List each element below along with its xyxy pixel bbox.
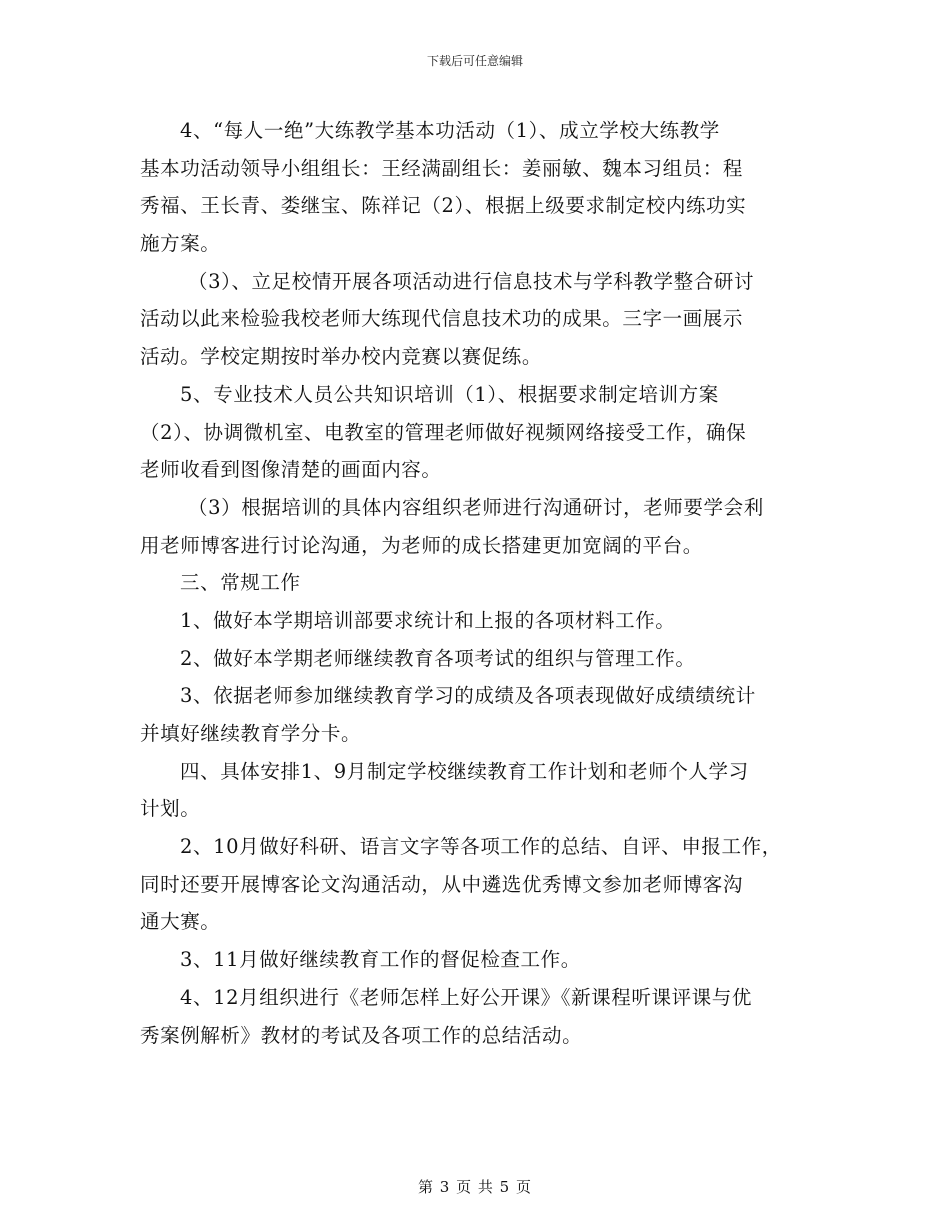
paragraph-line: 施方案。 <box>140 232 221 256</box>
paragraph-line: 5、专业技术人员公共知识培训（1）、根据要求制定培训方案 <box>180 382 719 406</box>
paragraph-line: 2、做好本学期老师继续教育各项考试的组织与管理工作。 <box>180 646 696 670</box>
paragraph-line: （3）、立足校情开展各项活动进行信息技术与学科教学整合研讨 <box>188 269 755 293</box>
paragraph-line: 用老师博客进行讨论沟通，为老师的成长搭建更加宽阔的平台。 <box>140 533 703 557</box>
paragraph-line: 同时还要开展博客论文沟通活动，从中遴选优秀博文参加老师博客沟 <box>140 872 744 896</box>
paragraph-line: 秀福、王长青、娄继宝、陈祥记（2）、根据上级要求制定校内练功实 <box>140 194 747 218</box>
paragraph-line: 3、依据老师参加继续教育学习的成绩及各项表现做好成绩绩统计 <box>180 684 756 708</box>
paragraph-line: 计划。 <box>140 797 201 821</box>
paragraph-line: （3）根据培训的具体内容组织老师进行沟通研讨，老师要学会利 <box>188 495 764 519</box>
document-body <box>140 112 816 1054</box>
paragraph-line: 四、具体安排1、9月制定学校继续教育工作计划和老师个人学习 <box>180 759 749 783</box>
paragraph-line: 3、11月做好继续教育工作的督促检查工作。 <box>180 948 581 972</box>
paragraph-line: 4、“每人一绝”大练教学基本功活动（1）、成立学校大练教学 <box>180 119 720 142</box>
paragraph-line: 活动。学校定期按时举办校内竞赛以赛促练。 <box>140 345 543 369</box>
paragraph-line: 4、12月组织进行《老师怎样上好公开课》《新课程听课评课与优 <box>180 985 752 1009</box>
section-heading: 三、常规工作 <box>180 571 301 595</box>
paragraph-line: 活动以此来检验我校老师大练现代信息技术功的成果。三字一画展示 <box>140 307 744 331</box>
paragraph-line: 老师收看到图像清楚的画面内容。 <box>140 458 442 482</box>
page-number: 第 3 页 共 5 页 <box>418 1178 532 1196</box>
paragraph-line: 基本功活动领导小组组长：王经满副组长：姜丽敏、魏本习组员：程 <box>140 156 744 180</box>
paragraph-line: 通大赛。 <box>140 910 221 934</box>
paragraph-line: 2、10月做好科研、语言文字等各项工作的总结、自评、申报工作， <box>180 835 782 859</box>
paragraph-line: 秀案例解析》教材的考试及各项工作的总结活动。 <box>140 1023 583 1047</box>
paragraph-line: 并填好继续教育学分卡。 <box>140 722 362 745</box>
header-note: 下载后可任意编辑 <box>426 54 523 68</box>
paragraph-line: 1、做好本学期培训部要求统计和上报的各项材料工作。 <box>180 608 676 632</box>
paragraph-line: （2）、协调微机室、电教室的管理老师做好视频网络接受工作，确保 <box>140 420 747 444</box>
